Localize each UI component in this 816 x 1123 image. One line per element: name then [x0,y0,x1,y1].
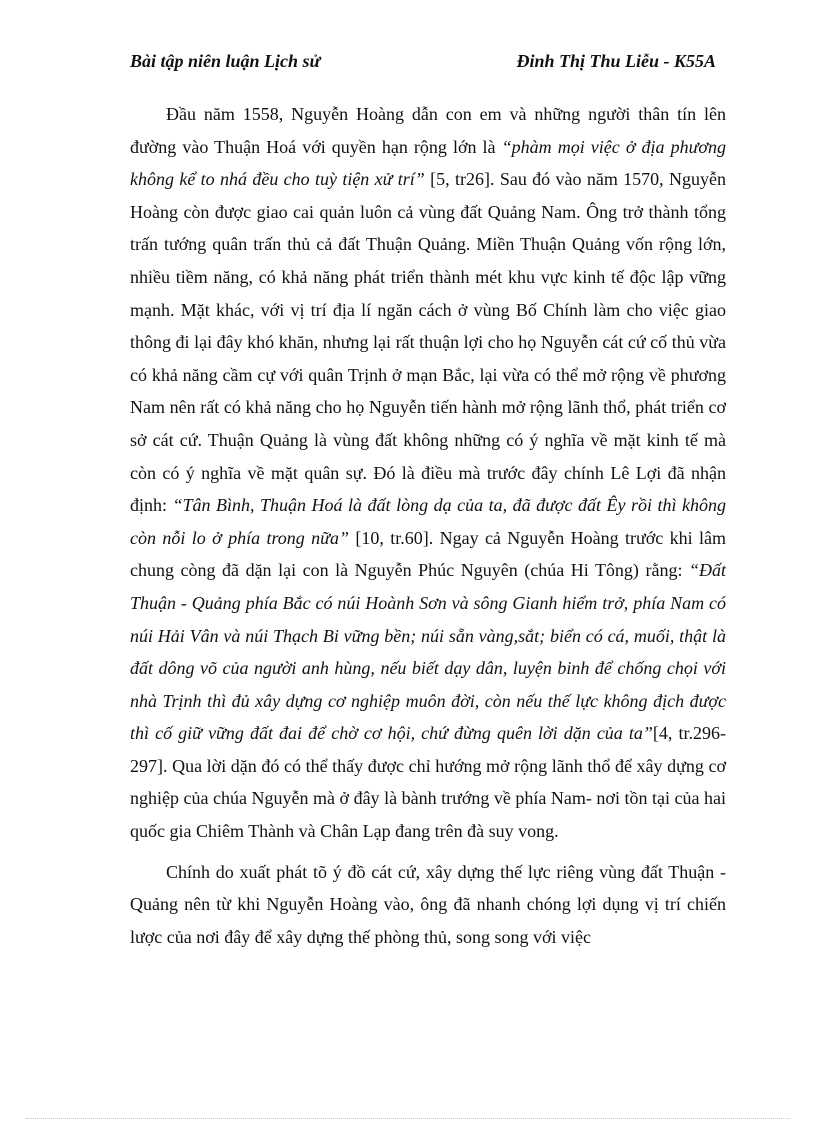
paragraph-1-text-3: [10, tr.60]. Ngay cả Nguyễn Hoàng trước khi lâm chung còng đã dặn lại con là Nguyễn Phúc Nguyên (chúa Hi Tông) rằng: [130,527,726,581]
document-body [130,98,726,953]
paragraph-1-text-2: [5, tr26]. Sau đó vào năm 1570, Nguyễn Hoàng còn được giao cai quản luôn cả vùng đất Quảng Nam. Ông trở thành tổng trấn tướng quân trấn thủ cả đất Thuận Quảng. Miền Thuận Quảng vốn rộng lớn, nhiều tiềm năng, có khả năng phát triển thành mét khu vực kinh tế độc lập vững mạnh. Mặt khác, với vị trí địa lí ngăn cách ở vùng Bố Chính làm cho việc giao thông đi lại đây khó khăn, nhưng lại rất thuận lợi cho họ Nguyễn cát cứ cố thủ vừa có khả năng cầm cự với quân Trịnh ở mạn Bắc, lại vừa có thể mở rộng về phương Nam nên rất có khả năng cho họ Nguyễn tiến hành mở rộng lãnh thổ, phát triển cơ sở cát cứ. Thuận Quảng là vùng đất không những có ý nghĩa về mặt kinh tế mà còn có ý nghĩa về mặt quân sự. Đó là điều mà trước đây chính Lê Lợi đã nhận định: [130,169,726,516]
quote-2: “Tân Bình, Thuận Hoá là đất lòng dạ của ta, đã được đất Êy rồi thì không còn nỗi lo ở phía trong nữa” [130,495,726,548]
paragraph-1-text-1: Đầu năm 1558, Nguyễn Hoàng dẫn con em và những người thân tín lên đường vào Thuận Hoá với quyền hạn rộng lớn là [130,104,726,157]
quote-1: “phàm mọi việc ở địa phương không kể to nhá đều cho tuỳ tiện xử trí” [130,136,726,190]
quote-3: “Đất Thuận - Quảng phía Bắc có núi Hoành Sơn và sông Gianh hiểm trở, phía Nam có núi Hải Vân và núi Thạch Bi vững bền; núi sẵn vàng,sắt; biển có cá, muối, thật là đất dông võ của người anh hùng, nếu biết dạy dân, luyện binh để chống chọi với nhà Trịnh thì đủ xây dựng cơ nghiệp muôn đời, còn nếu thế lực không địch được thì cố giữ vững đất đai để chờ cơ hội, chứ đừng quên lời dặn của ta” [130,560,726,744]
paragraph-1 [130,98,726,848]
page-bottom-rule [26,1118,790,1119]
paragraph-1-text-4: [4, tr.296-297]. Qua lời dặn đó có thể thấy được chỉ hướng mở rộng lãnh thổ để xây dựng cơ nghiệp của chúa Nguyễn mà ở đây là bành trướng về phía Nam- nơi tồn tại của hai quốc gia Chiêm Thành và Chân Lạp đang trên đà suy vong. [130,723,726,842]
course-title: Bài tập niên luận Lịch sử [130,51,321,71]
author-name: Đinh Thị Thu Liễu - K55A [516,51,716,71]
paragraph-2: Chính do xuất phát tõ ý đồ cát cứ, xây dựng thế lực riêng vùng đất Thuận -Quảng nên từ khi Nguyễn Hoàng vào, ông đã nhanh chóng lợi dụng vị trí chiến lược của nơi đây để xây dựng thế phòng thủ, song song với việc [130,861,726,947]
